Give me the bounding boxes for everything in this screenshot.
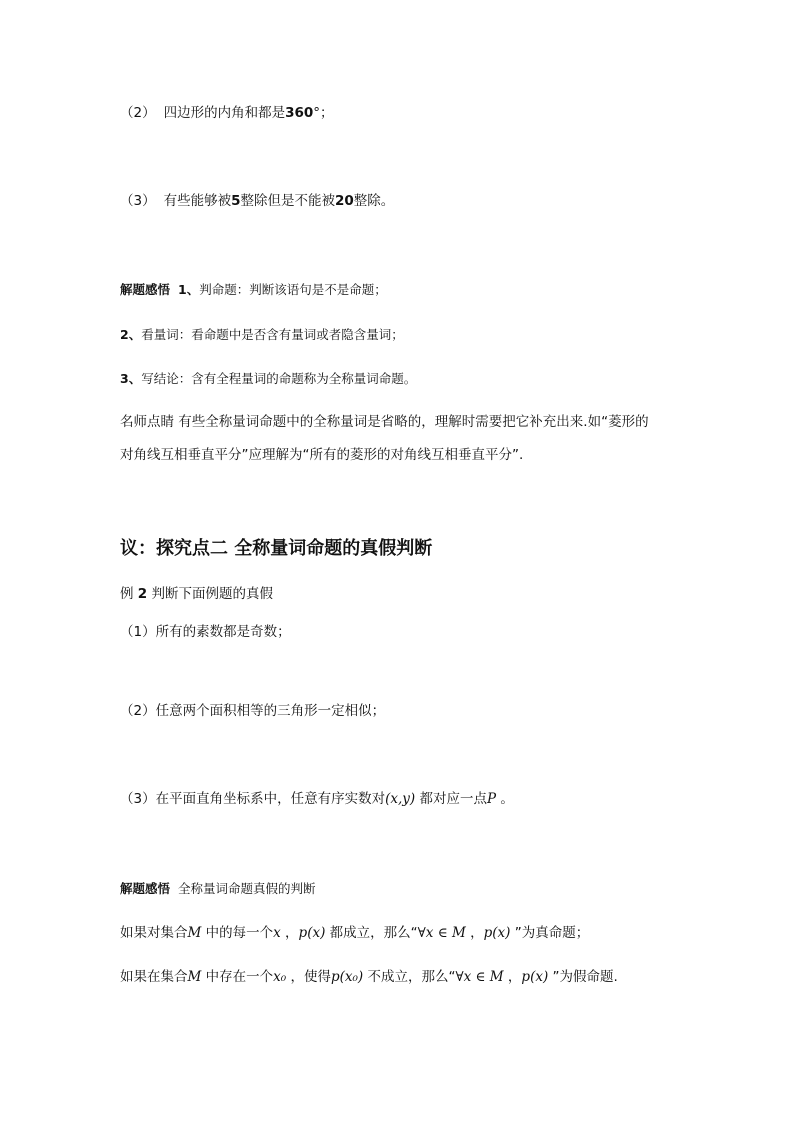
question-3-text-b: 整除但是不能被 (240, 193, 335, 209)
question-3 (120, 191, 394, 211)
p1-text-f: ”为真命题； (514, 925, 590, 941)
question-2-label: （2） (120, 105, 156, 121)
p1-text-d: 都成立，那么“ (329, 925, 418, 941)
example-text: 判断下面例题的真假 (151, 586, 273, 602)
example-item-3 (120, 789, 514, 809)
point-p-math: P (486, 791, 497, 807)
p2-math-m: M (187, 969, 202, 985)
insight-2-paragraph-2 (120, 967, 618, 987)
example-item-1: （1）所有的素数都是奇数； (120, 624, 291, 640)
insight-1-num-2: 2、 (120, 327, 142, 342)
insight-1-title: 解题感悟 (120, 282, 171, 297)
p2-text-e: ， (507, 969, 522, 985)
insight-1-line-2 (120, 325, 404, 345)
insight-2-heading (120, 879, 316, 899)
ordered-pair-math: (x,y) (385, 791, 416, 807)
p2-text-f: ”为假命题. (552, 969, 618, 985)
tip-line-1: 名师点睛 有些全称量词命题中的全称量词是省略的，理解时需要把它补充出来.如“菱形的 (120, 414, 649, 430)
p1-math-px-2: p(x) (483, 925, 511, 941)
insight-1-line-1 (120, 280, 387, 300)
p1-text-b: 中的每一个 (205, 925, 274, 941)
example-number: 2 (137, 586, 148, 602)
p2-text-a: 如果在集合 (120, 969, 188, 985)
question-3-number-a: 5 (231, 193, 241, 209)
insight-2-title: 解题感悟 (120, 881, 171, 896)
example-item-3-text-c: 。 (500, 791, 514, 807)
insight-1-num-1: 1、 (178, 282, 200, 297)
p1-math-m: M (187, 925, 202, 941)
question-2-text: 四边形的内角和都是 (163, 105, 286, 121)
section-heading: 议：探究点二 全称量词命题的真假判断 (120, 538, 433, 559)
p2-math-px0: p(x₀) (330, 969, 364, 985)
question-3-text-a: 有些能够被 (163, 193, 232, 209)
question-2-number: 360 (285, 105, 314, 121)
question-2 (120, 103, 334, 123)
example-2-title (120, 584, 273, 604)
p2-math-forall: ∀x ∈ M (455, 969, 504, 985)
question-3-number-b: 20 (335, 193, 354, 209)
example-item-3-text-a: （3）在平面直角坐标系中，任意有序实数对 (120, 791, 386, 807)
p1-text-c: ， (285, 925, 299, 941)
p1-text-a: 如果对集合 (120, 925, 188, 941)
insight-1-text-2: 看量词：看命题中是否含有量词或者隐含量词； (141, 327, 404, 342)
insight-1-text-1: 判命题：判断该语句是不是命题； (199, 282, 387, 297)
question-3-text-c: 整除。 (353, 193, 395, 209)
p2-math-px: p(x) (521, 969, 549, 985)
insight-2-paragraph-1 (120, 923, 589, 943)
example-item-2: （2）任意两个面积相等的三角形一定相似； (120, 703, 386, 719)
p2-math-x0: x₀ (273, 969, 287, 985)
p2-text-d: 不成立，那么“ (367, 969, 456, 985)
tip-line-2: 对角线互相垂直平分”应理解为“所有的菱形的对角线互相垂直平分”. (120, 447, 524, 463)
question-2-tail: °； (313, 105, 334, 121)
example-prefix: 例 (120, 586, 134, 602)
p1-text-e: ， (470, 925, 484, 941)
insight-1-line-3 (120, 369, 416, 389)
p1-math-x: x (273, 925, 281, 941)
example-item-3-text-b: 都对应一点 (419, 791, 487, 807)
p1-math-px: p(x) (298, 925, 326, 941)
question-3-label: （3） (120, 193, 156, 209)
p2-text-c: ，使得 (290, 969, 331, 985)
p2-text-b: 中存在一个 (205, 969, 274, 985)
insight-1-text-3: 写结论：含有全程量词的命题称为全称量词命题。 (141, 371, 417, 386)
insight-1-num-3: 3、 (120, 371, 142, 386)
insight-2-text: 全称量词命题真假的判断 (178, 881, 316, 896)
p1-math-forall: ∀x ∈ M (417, 925, 466, 941)
